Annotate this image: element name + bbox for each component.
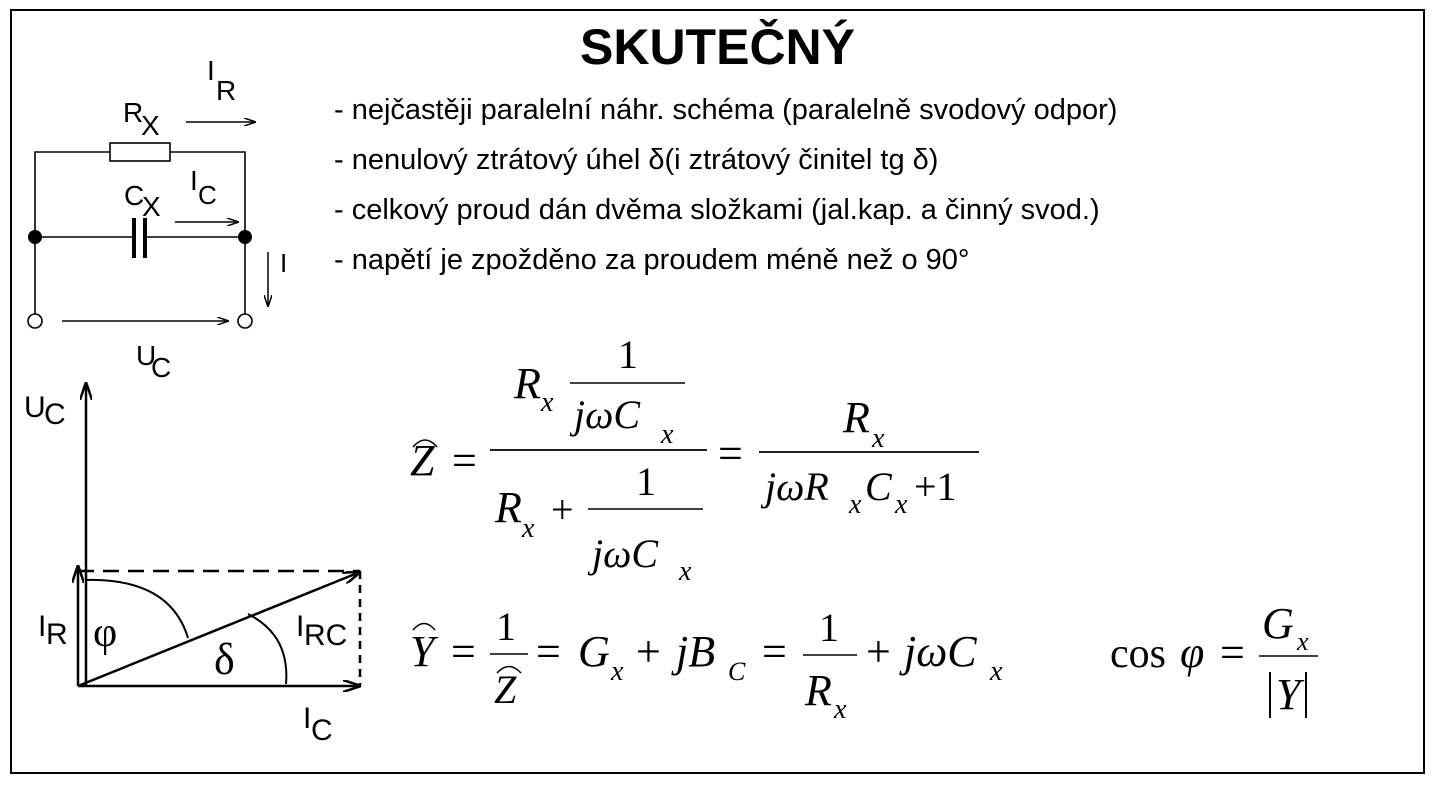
svg-text:I: I <box>38 610 47 643</box>
circuit-wires <box>35 152 245 314</box>
svg-text:R: R <box>216 75 237 106</box>
formula-power-factor <box>1110 599 1318 719</box>
svg-text:jωC: jωC <box>904 627 977 676</box>
junction-node <box>28 230 42 244</box>
label-uc <box>136 340 171 383</box>
label-ir <box>207 55 236 106</box>
svg-text:U: U <box>136 340 157 371</box>
svg-text:x: x <box>872 423 885 454</box>
label-ir-phasor <box>38 610 68 651</box>
resistor-symbol <box>110 143 170 161</box>
terminal-node <box>238 314 252 328</box>
svg-text:C: C <box>151 352 172 383</box>
svg-text:jωC: jωC <box>574 392 641 437</box>
svg-text:I: I <box>296 610 305 643</box>
svg-text:=: = <box>451 627 476 676</box>
svg-text:C: C <box>198 180 217 210</box>
label-i: I <box>280 248 288 278</box>
delta-angle-arc <box>248 614 286 684</box>
svg-text:R: R <box>843 393 870 442</box>
svg-text:R: R <box>514 359 541 408</box>
label-irc-phasor <box>296 610 347 652</box>
svg-text:x: x <box>541 387 554 418</box>
svg-text:1: 1 <box>636 459 656 504</box>
svg-text:1: 1 <box>618 332 638 377</box>
svg-text:x: x <box>895 489 908 520</box>
label-ic <box>190 165 217 210</box>
svg-text:R: R <box>805 666 832 715</box>
svg-text:x: x <box>661 419 674 450</box>
svg-text:jB: jB <box>676 627 716 676</box>
svg-text:U: U <box>24 391 46 424</box>
label-rx <box>123 97 160 141</box>
svg-text:+1: +1 <box>914 464 957 509</box>
bullet-item: - nenulový ztrátový úhel δ(i ztrátový činitel tg δ) <box>334 144 939 176</box>
formula-impedance <box>410 332 979 587</box>
svg-text:G: G <box>1262 599 1294 648</box>
svg-text:I: I <box>303 702 312 735</box>
svg-text:RC: RC <box>304 619 348 652</box>
equals-sign: = <box>452 436 477 485</box>
svg-text:G: G <box>578 627 610 676</box>
svg-text:C: C <box>728 657 746 686</box>
svg-text:x: x <box>834 694 847 725</box>
svg-text:x: x <box>679 556 692 587</box>
svg-text:jωC: jωC <box>592 531 659 576</box>
svg-text:I: I <box>207 55 215 86</box>
bullet-item: - nejčastěji paralelní náhr. schéma (paralelně svodový odpor) <box>334 94 1118 126</box>
z-hat-symbol <box>410 436 437 485</box>
svg-text:Z: Z <box>494 667 517 712</box>
svg-text:R: R <box>495 483 522 532</box>
svg-text:x: x <box>611 656 624 687</box>
label-cx <box>124 180 161 222</box>
junction-node <box>238 230 252 244</box>
label-phi: φ <box>93 610 118 656</box>
svg-text:+: + <box>636 627 661 676</box>
bullet-item: - napětí je zpožděno za proudem méně než o 90° <box>334 244 970 276</box>
svg-text:C: C <box>311 714 333 747</box>
svg-text:=: = <box>718 429 743 478</box>
svg-text:=: = <box>762 627 787 676</box>
svg-text:R: R <box>123 97 144 128</box>
svg-text:cos: cos <box>1110 631 1166 677</box>
svg-text:R: R <box>46 618 68 651</box>
svg-text:=: = <box>1220 628 1245 677</box>
svg-text:=: = <box>536 627 561 676</box>
svg-text:C: C <box>124 180 145 211</box>
svg-text:C: C <box>44 398 66 431</box>
svg-text:X: X <box>141 110 160 141</box>
bullet-item: - celkový proud dán dvěma složkami (jal.kap. a činný svod.) <box>334 194 1100 226</box>
label-uc-phasor <box>24 391 66 431</box>
svg-text:I: I <box>190 165 198 196</box>
svg-text:+: + <box>866 627 891 676</box>
terminal-node <box>28 314 42 328</box>
y-hat-symbol <box>410 624 439 677</box>
svg-text:X: X <box>142 191 161 222</box>
slide-title: SKUTEČNÝ <box>579 19 856 75</box>
svg-text:x: x <box>1297 627 1309 656</box>
phasor-diagram <box>24 383 360 747</box>
svg-text:φ: φ <box>1180 628 1205 677</box>
svg-text:Y: Y <box>1276 670 1301 719</box>
label-ic-phasor <box>303 702 333 747</box>
capacitor-symbol <box>134 218 145 258</box>
formula-admittance <box>410 604 1003 725</box>
svg-text:1: 1 <box>819 605 839 650</box>
label-delta: δ <box>214 635 235 684</box>
svg-text:Z: Z <box>410 436 435 485</box>
svg-text:C: C <box>865 464 892 509</box>
svg-text:jωR: jωR <box>765 464 829 509</box>
svg-text:x: x <box>522 513 535 544</box>
circuit-schematic <box>28 55 287 383</box>
svg-text:1: 1 <box>496 604 516 649</box>
svg-text:+: + <box>551 487 574 532</box>
svg-text:x: x <box>849 489 862 520</box>
svg-text:x: x <box>990 656 1003 687</box>
svg-text:Y: Y <box>410 627 435 676</box>
